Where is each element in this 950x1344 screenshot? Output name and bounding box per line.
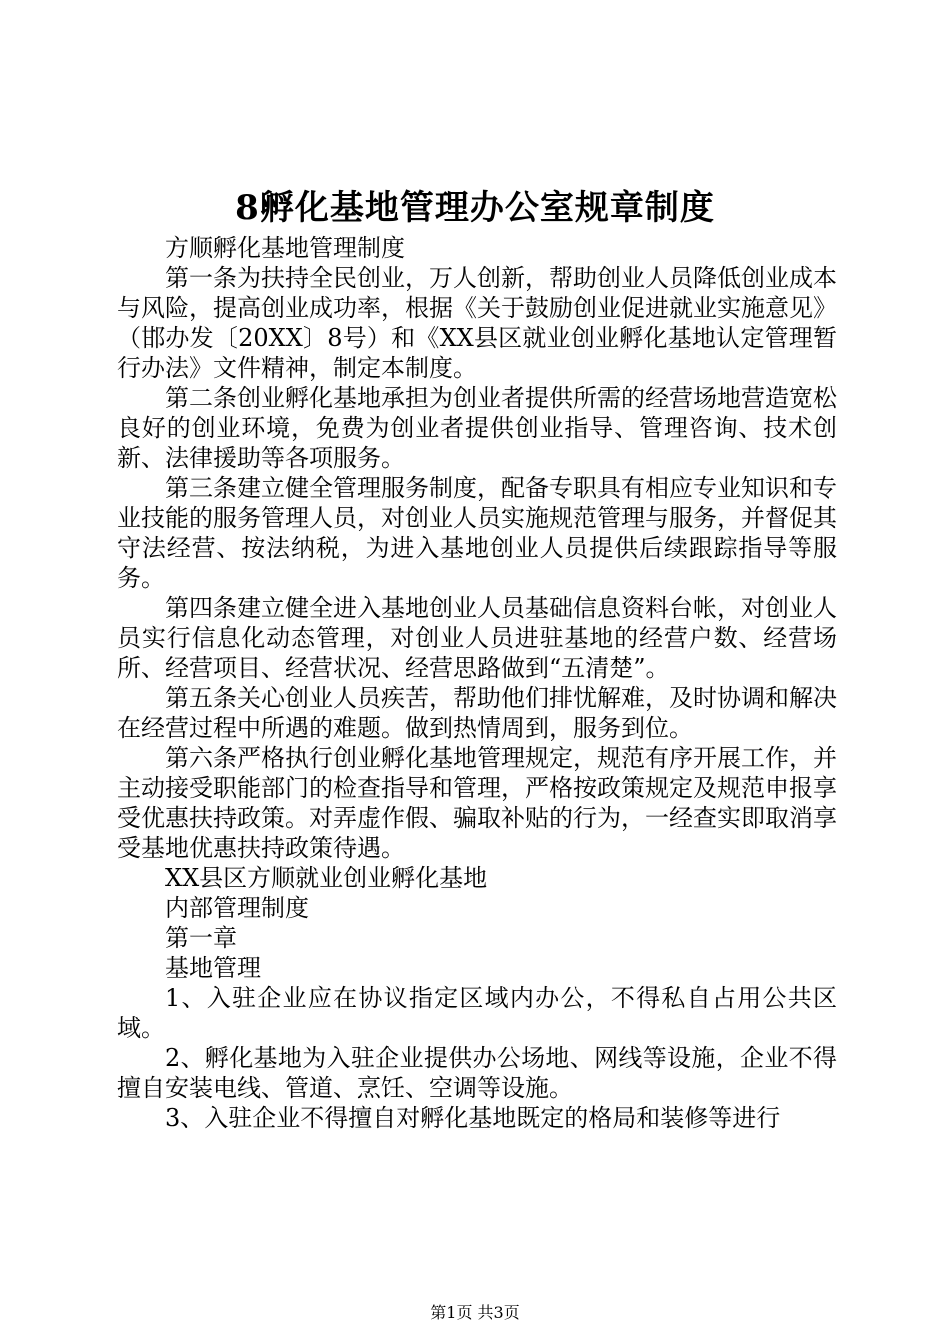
paragraph: 方顺孵化基地管理制度 xyxy=(165,234,405,262)
paragraph: XX县区方顺就业创业孵化基地 xyxy=(165,864,488,892)
paragraph: 第二条创业孵化基地承担为创业者提供所需的经营场地营造宽松良好的创业环境，免费为创业者提供创业指导、管理咨询、技术创新、法律援助等各项服务。 xyxy=(117,384,837,472)
paragraph: 第一条为扶持全民创业，万人创新，帮助创业人员降低创业成本与风险，提高创业成功率，根据《关于鼓励创业促进就业实施意见》（邯办发〔20XX〕8号）和《XX县区就业创业孵化基地认定管理暂行办法》文件精神，制定本制度。 xyxy=(117,264,837,382)
paragraph: 3、入驻企业不得擅自对孵化基地既定的格局和装修等进行 xyxy=(165,1104,781,1132)
document-title: 8孵化基地管理办公室规章制度 xyxy=(235,188,715,228)
paragraph: 内部管理制度 xyxy=(165,894,309,922)
page-footer: 第1页 共3页 xyxy=(430,1303,520,1322)
paragraph: 第三条建立健全管理服务制度，配备专职具有相应专业知识和专业技能的服务管理人员，对创业人员实施规范管理与服务，并督促其守法经营、按法纳税，为进入基地创业人员提供后续跟踪指导等服务。 xyxy=(117,474,837,592)
paragraph: 第五条关心创业人员疾苦，帮助他们排忧解难，及时协调和解决在经营过程中所遇的难题。做到热情周到，服务到位。 xyxy=(117,684,837,742)
paragraph: 基地管理 xyxy=(165,954,261,982)
paragraph: 2、孵化基地为入驻企业提供办公场地、网线等设施，企业不得擅自安装电线、管道、烹饪、空调等设施。 xyxy=(117,1044,837,1102)
document-body xyxy=(117,233,837,1133)
paragraph: 第一章 xyxy=(165,924,237,952)
paragraph: 1、入驻企业应在协议指定区域内办公，不得私自占用公共区域。 xyxy=(117,984,837,1042)
paragraph: 第四条建立健全进入基地创业人员基础信息资料台帐，对创业人员实行信息化动态管理，对创业人员进驻基地的经营户数、经营场所、经营项目、经营状况、经营思路做到“五清楚”。 xyxy=(117,594,837,682)
paragraph: 第六条严格执行创业孵化基地管理规定，规范有序开展工作，并主动接受职能部门的检查指导和管理，严格按政策规定及规范申报享受优惠扶持政策。对弄虚作假、骗取补贴的行为，一经查实即取消享受基地优惠扶持政策待遇。 xyxy=(117,744,837,862)
